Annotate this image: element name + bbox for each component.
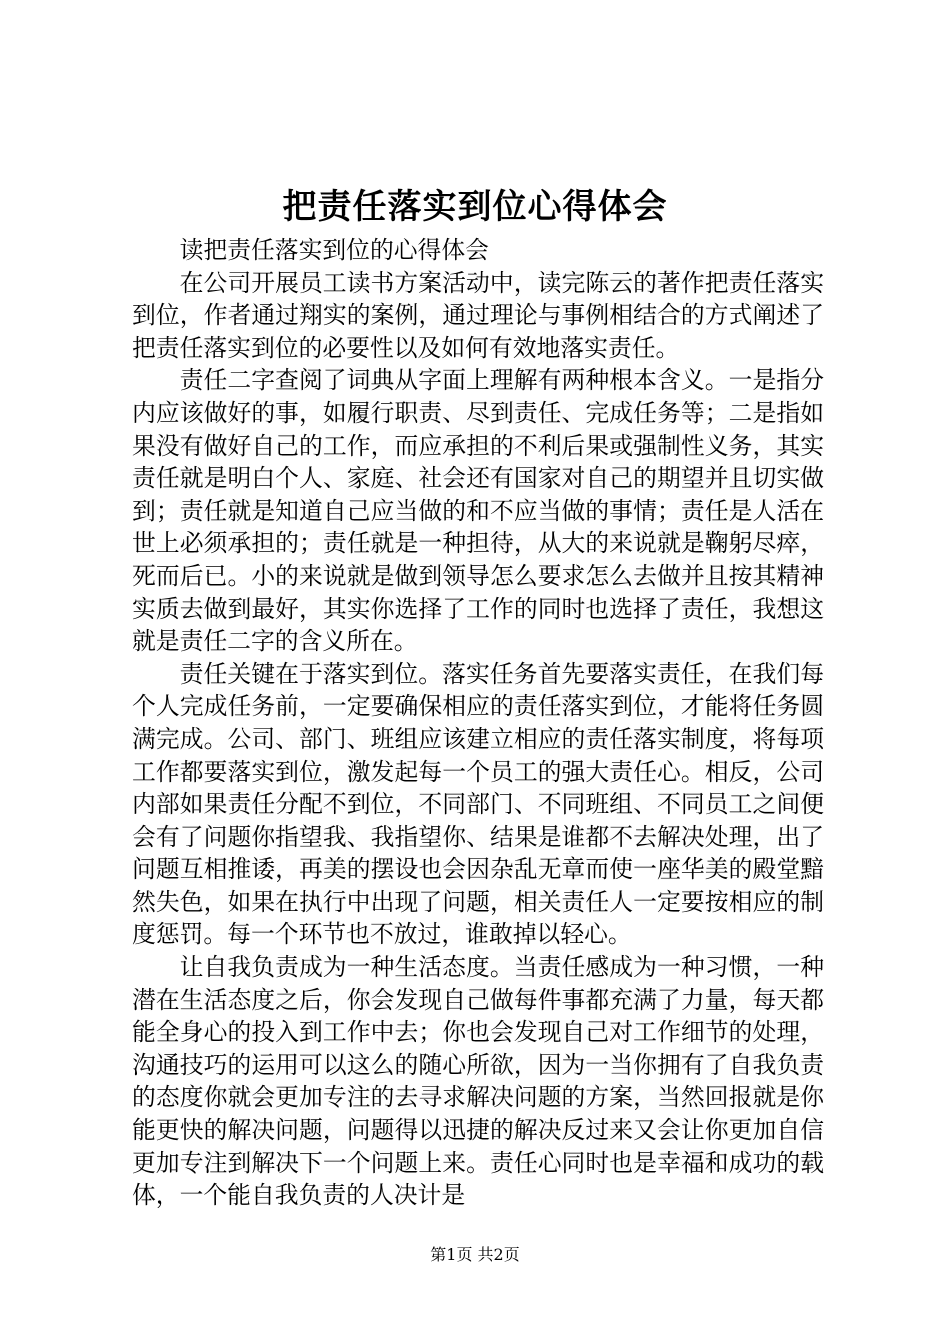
- page-number-footer: 第1页 共2页: [430, 1245, 520, 1264]
- paragraph-meaning: 责任二字查阅了词典从字面上理解有两种根本含义。一是指分内应该做好的事，如履行职责、尽到责任、完成任务等；二是指如果没有做好自己的工作，而应承担的不利后果或强制性义务，其实责任就是明白个人、家庭、社会还有国家对自己的期望并且切实做到；责任就是知道自己应当做的和不应当做的事情；责任是人活在世上必须承担的；责任就是一种担待，从大的来说就是鞠躬尽瘁，死而后已。小的来说就是做到领导怎么要求怎么去做并且按其精神实质去做到最好，其实你选择了工作的同时也选择了责任，我想这就是责任二字的含义所在。: [132, 366, 824, 656]
- paragraph-subtitle: 读把责任落实到位的心得体会: [179, 236, 489, 264]
- paragraph-attitude: 让自我负责成为一种生活态度。当责任感成为一种习惯，一种潜在生活态度之后，你会发现自己做每件事都充满了力量，每天都能全身心的投入到工作中去；你也会发现自己对工作细节的处理，沟通技巧的运用可以这么的随心所欲，因为一当你拥有了自我负责的态度你就会更加专注的去寻求解决问题的方案，当然回报就是你能更快的解决问题，问题得以迅捷的解决反过来又会让你更加自信更加专注到解决下一个问题上来。责任心同时也是幸福和成功的载体，一个能自我负责的人决计是: [132, 953, 824, 1210]
- document-title: 把责任落实到位心得体会: [282, 187, 668, 227]
- paragraph-implementation: 责任关键在于落实到位。落实任务首先要落实责任，在我们每个人完成任务前，一定要确保相应的责任落实到位，才能将任务圆满完成。公司、部门、班组应该建立相应的责任落实制度，将每项工作都要落实到位，激发起每一个员工的强大责任心。相反，公司内部如果责任分配不到位，不同部门、不同班组、不同员工之间便会有了问题你指望我、我指望你、结果是谁都不去解决处理，出了问题互相推诿，再美的摆设也会因杂乱无章而使一座华美的殿堂黯然失色，如果在执行中出现了问题，相关责任人一定要按相应的制度惩罚。每一个环节也不放过，谁敢掉以轻心。: [132, 659, 824, 949]
- document-body: [132, 234, 824, 1212]
- paragraph-intro: 在公司开展员工读书方案活动中，读完陈云的著作把责任落实到位，作者通过翔实的案例，通过理论与事例相结合的方式阐述了把责任落实到位的必要性以及如何有效地落实责任。: [132, 268, 824, 362]
